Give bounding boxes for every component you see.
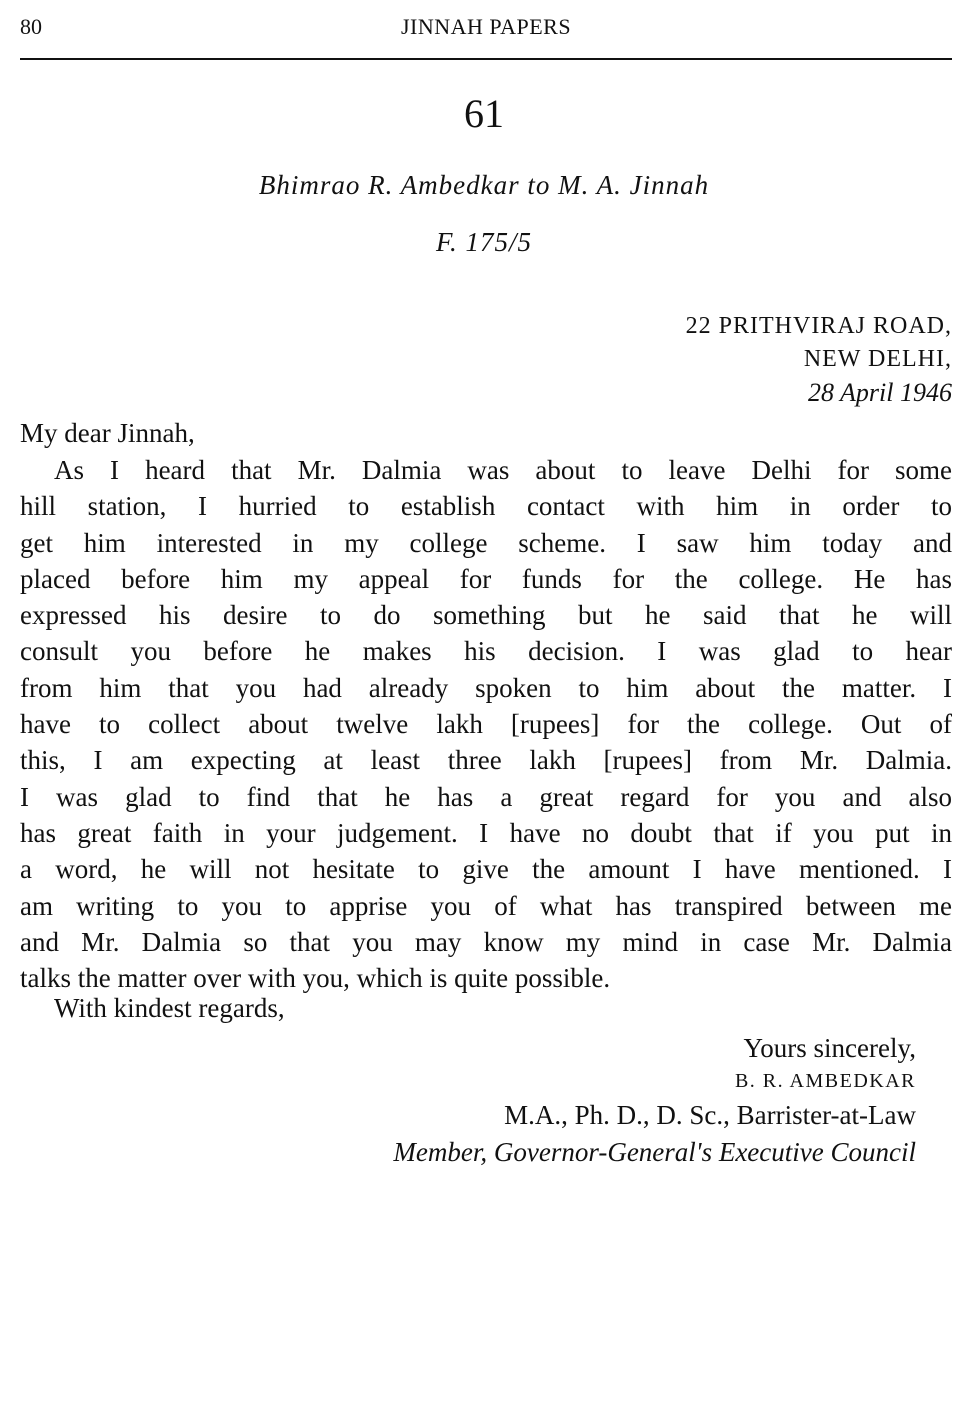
page-number: 80 xyxy=(20,14,42,39)
closing-line: With kindest regards, xyxy=(54,993,285,1023)
document-reference: F. 175/5 xyxy=(435,227,532,257)
address-street: 22 PRITHVIRAJ ROAD, xyxy=(685,313,952,339)
body-line: am writing to you to apprise you of what has transpired between me xyxy=(20,890,952,921)
signatory-office: Member, Governor-General's Executive Council xyxy=(393,1137,916,1167)
body-line: placed before him my appeal for funds for the college. He has xyxy=(20,563,952,594)
body-line: expressed his desire to do something but he said that he will xyxy=(20,600,952,631)
document-title: Bhimrao R. Ambedkar to M. A. Jinnah xyxy=(258,170,710,200)
signatory-name: B. R. AMBEDKAR xyxy=(734,1070,916,1092)
salutation: My dear Jinnah, xyxy=(20,418,195,448)
document-number: 61 xyxy=(464,91,504,136)
body-line: has great faith in your judgement. I have no doubt that if you put in xyxy=(20,817,952,848)
body-line: and Mr. Dalmia so that you may know my mind in case Mr. Dalmia xyxy=(20,926,952,957)
body-line: from him that you had already spoken to him about the matter. I xyxy=(20,672,952,703)
letter-date: 28 April 1946 xyxy=(808,378,952,407)
body-line: get him interested in my college scheme. I saw him today and xyxy=(20,527,952,558)
body-line: I was glad to find that he has a great regard for you and also xyxy=(20,781,952,812)
body-line: hill station, I hurried to establish contact with him in order to xyxy=(20,491,952,522)
address-city: NEW DELHI, xyxy=(803,346,952,372)
body-line: this, I am expecting at least three lakh [rupees] from Mr. Dalmia. xyxy=(20,745,952,776)
signatory-qualifications: M.A., Ph. D., D. Sc., Barrister-at-Law xyxy=(504,1100,916,1130)
body-line: have to collect about twelve lakh [rupees] for the college. Out of xyxy=(20,709,952,740)
running-head: JINNAH PAPERS xyxy=(400,14,572,39)
sender-address xyxy=(686,310,952,409)
body-line: talks the matter over with you, which is quite possible. xyxy=(20,963,611,994)
valediction: Yours sincerely, xyxy=(743,1033,916,1063)
signature-block xyxy=(393,1030,916,1170)
letter-body xyxy=(20,452,952,996)
body-line: consult you before he makes his decision. I was glad to hear xyxy=(20,636,952,667)
header-divider xyxy=(20,58,952,60)
body-line: As I heard that Mr. Dalmia was about to leave Delhi for some xyxy=(54,455,952,485)
body-line: a word, he will not hesitate to give the amount I have mentioned. I xyxy=(20,854,952,885)
page-header xyxy=(20,14,952,44)
